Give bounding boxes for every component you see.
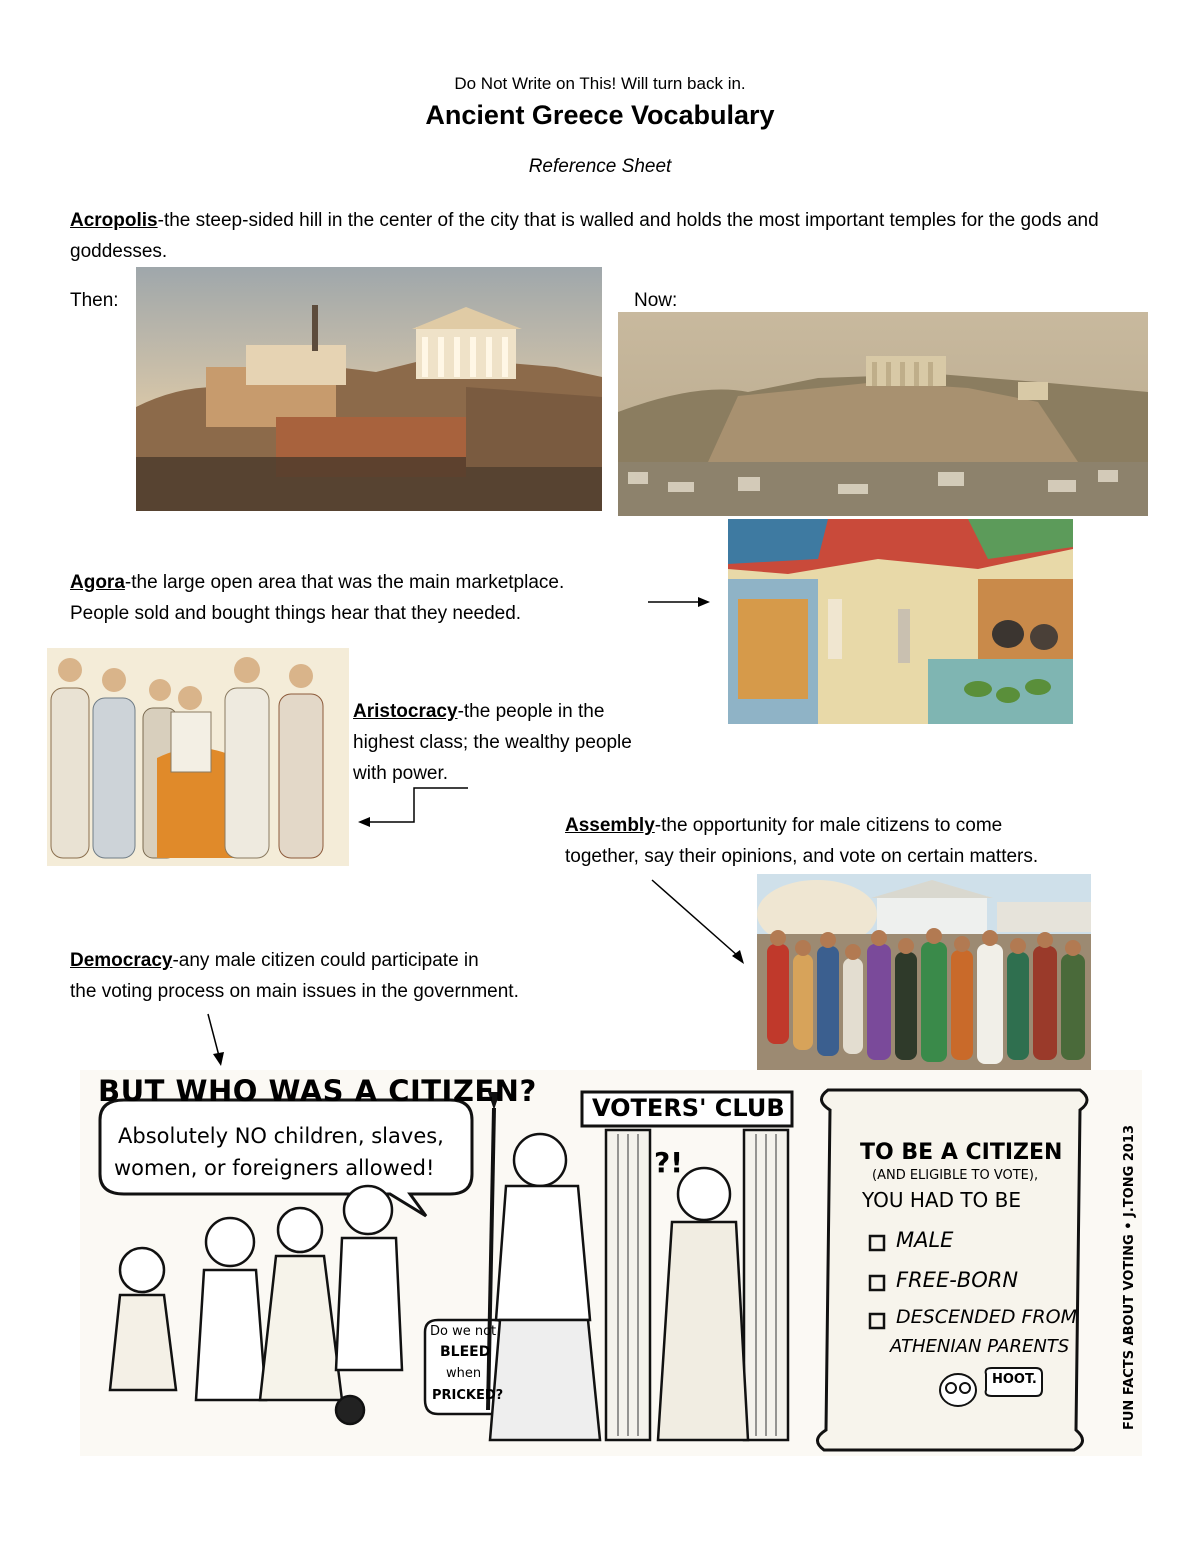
- acropolis-then-image: [136, 267, 602, 511]
- aristocracy-arrow-icon: [354, 786, 470, 830]
- aristocracy-image: [47, 648, 349, 866]
- cartoon-bleed-2: BLEED: [440, 1344, 491, 1360]
- cartoon-bleed-3: when: [446, 1366, 482, 1381]
- agora-image: [728, 519, 1073, 724]
- democracy-definition-1: -any male citizen could participate in: [172, 950, 479, 971]
- acropolis-now-image: [618, 312, 1148, 516]
- agora-entry: [70, 567, 710, 629]
- cartoon-headline: BUT WHO WAS A CITIZEN?: [98, 1074, 537, 1108]
- cartoon-sign: VOTERS' CLUB: [592, 1094, 785, 1122]
- acropolis-term: Acropolis: [70, 210, 158, 231]
- cartoon-speech-2: women, or foreigners allowed!: [114, 1156, 435, 1180]
- cartoon-speech-1: Absolutely NO children, slaves,: [118, 1124, 444, 1148]
- assembly-term: Assembly: [565, 815, 655, 836]
- aristocracy-line-1: [353, 696, 693, 727]
- assembly-definition-2: together, say their opinions, and vote on certain matters.: [565, 846, 1039, 867]
- democracy-line-1: [70, 945, 690, 976]
- democracy-term: Democracy: [70, 950, 173, 971]
- scroll-line-1: TO BE A CITIZEN: [860, 1140, 1063, 1165]
- cartoon-bleed-4: PRICKED?: [432, 1388, 504, 1403]
- requirement-male: MALE: [896, 1228, 954, 1252]
- democracy-arrow-icon: [200, 1012, 230, 1068]
- cartoon-bleed-1: Do we not: [430, 1324, 497, 1339]
- assembly-image: [757, 874, 1091, 1070]
- aristocracy-definition-1: -the people in the: [457, 701, 605, 722]
- acropolis-definition: -the steep-sided hill in the center of the city that is walled and holds the most important temples for the gods and goddesses.: [70, 210, 1099, 262]
- assembly-entry: [565, 810, 1185, 872]
- acropolis-entry: [70, 205, 1140, 267]
- agora-definition-2: People sold and bought things hear that they needed.: [70, 603, 522, 624]
- cartoon-credit: FUN FACTS ABOUT VOTING • J.TONG 2013: [1122, 1124, 1137, 1430]
- requirement-free-born: FREE-BORN: [896, 1268, 1019, 1292]
- scroll-line-3: YOU HAD TO BE: [862, 1188, 1022, 1212]
- requirement-descended: DESCENDED FROM: [896, 1306, 1077, 1328]
- note-line: Do Not Write on This! Will turn back in.: [454, 74, 746, 93]
- assembly-definition-1: -the opportunity for male citizens to come: [654, 815, 1003, 836]
- aristocracy-definition-3: with power.: [353, 763, 449, 784]
- agora-term: Agora: [70, 572, 125, 593]
- requirement-athenian: ATHENIAN PARENTS: [890, 1336, 1070, 1357]
- then-label: Then:: [70, 290, 119, 311]
- page-title: Ancient Greece Vocabulary: [425, 100, 775, 130]
- aristocracy-definition-2: highest class; the wealthy people: [353, 732, 632, 753]
- agora-definition-1: -the large open area that was the main marketplace.: [124, 572, 565, 593]
- citizen-cartoon: [80, 1070, 1142, 1456]
- aristocracy-term: Aristocracy: [353, 701, 458, 722]
- cartoon-exclaim: ?!: [654, 1146, 684, 1179]
- assembly-line-1: [565, 810, 1185, 841]
- democracy-entry: [70, 945, 690, 1007]
- owl-speech: HOOT.: [992, 1372, 1037, 1387]
- agora-arrow-icon: [646, 594, 712, 610]
- scroll-line-2: (AND ELIGIBLE TO VOTE),: [872, 1168, 1039, 1183]
- page-subtitle: Reference Sheet: [528, 156, 672, 177]
- agora-line-1: [70, 567, 710, 598]
- now-label: Now:: [634, 290, 678, 311]
- aristocracy-entry: [353, 696, 693, 789]
- democracy-definition-2: the voting process on main issues in the government.: [70, 981, 519, 1002]
